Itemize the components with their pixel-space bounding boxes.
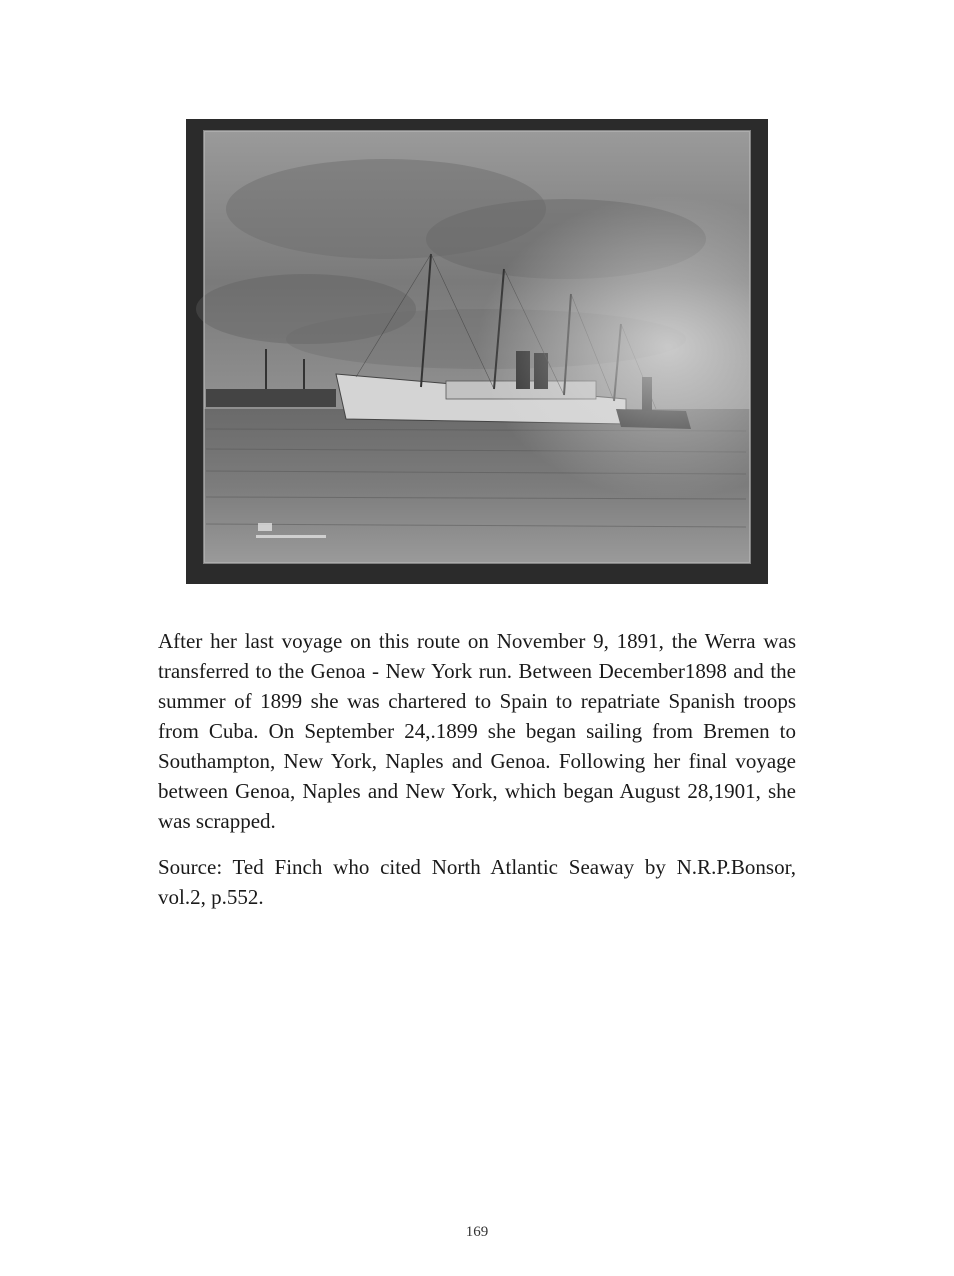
ship-photo-image bbox=[186, 119, 768, 584]
body-text bbox=[158, 626, 796, 928]
page-number: 169 bbox=[465, 1224, 489, 1240]
paragraph-voyage-history: After her last voyage on this route on November 9, 1891, the Werra was transferred to the Genoa - New York run. Between December1898 and the summer of 1899 she was chartered to Spain to repatriate Spanish troops from Cuba. On September 24,.1899 she began sailing from Bremen to Southampton, New York, Naples and Genoa. Following her final voyage between Genoa, Naples and New York, which began August 28,1901, she was scrapped. bbox=[158, 629, 796, 833]
ship-photograph bbox=[186, 119, 768, 584]
paragraph-source-citation: Source: Ted Finch who cited North Atlantic Seaway by N.R.P.Bonsor, vol.2, p.552. bbox=[158, 855, 796, 909]
